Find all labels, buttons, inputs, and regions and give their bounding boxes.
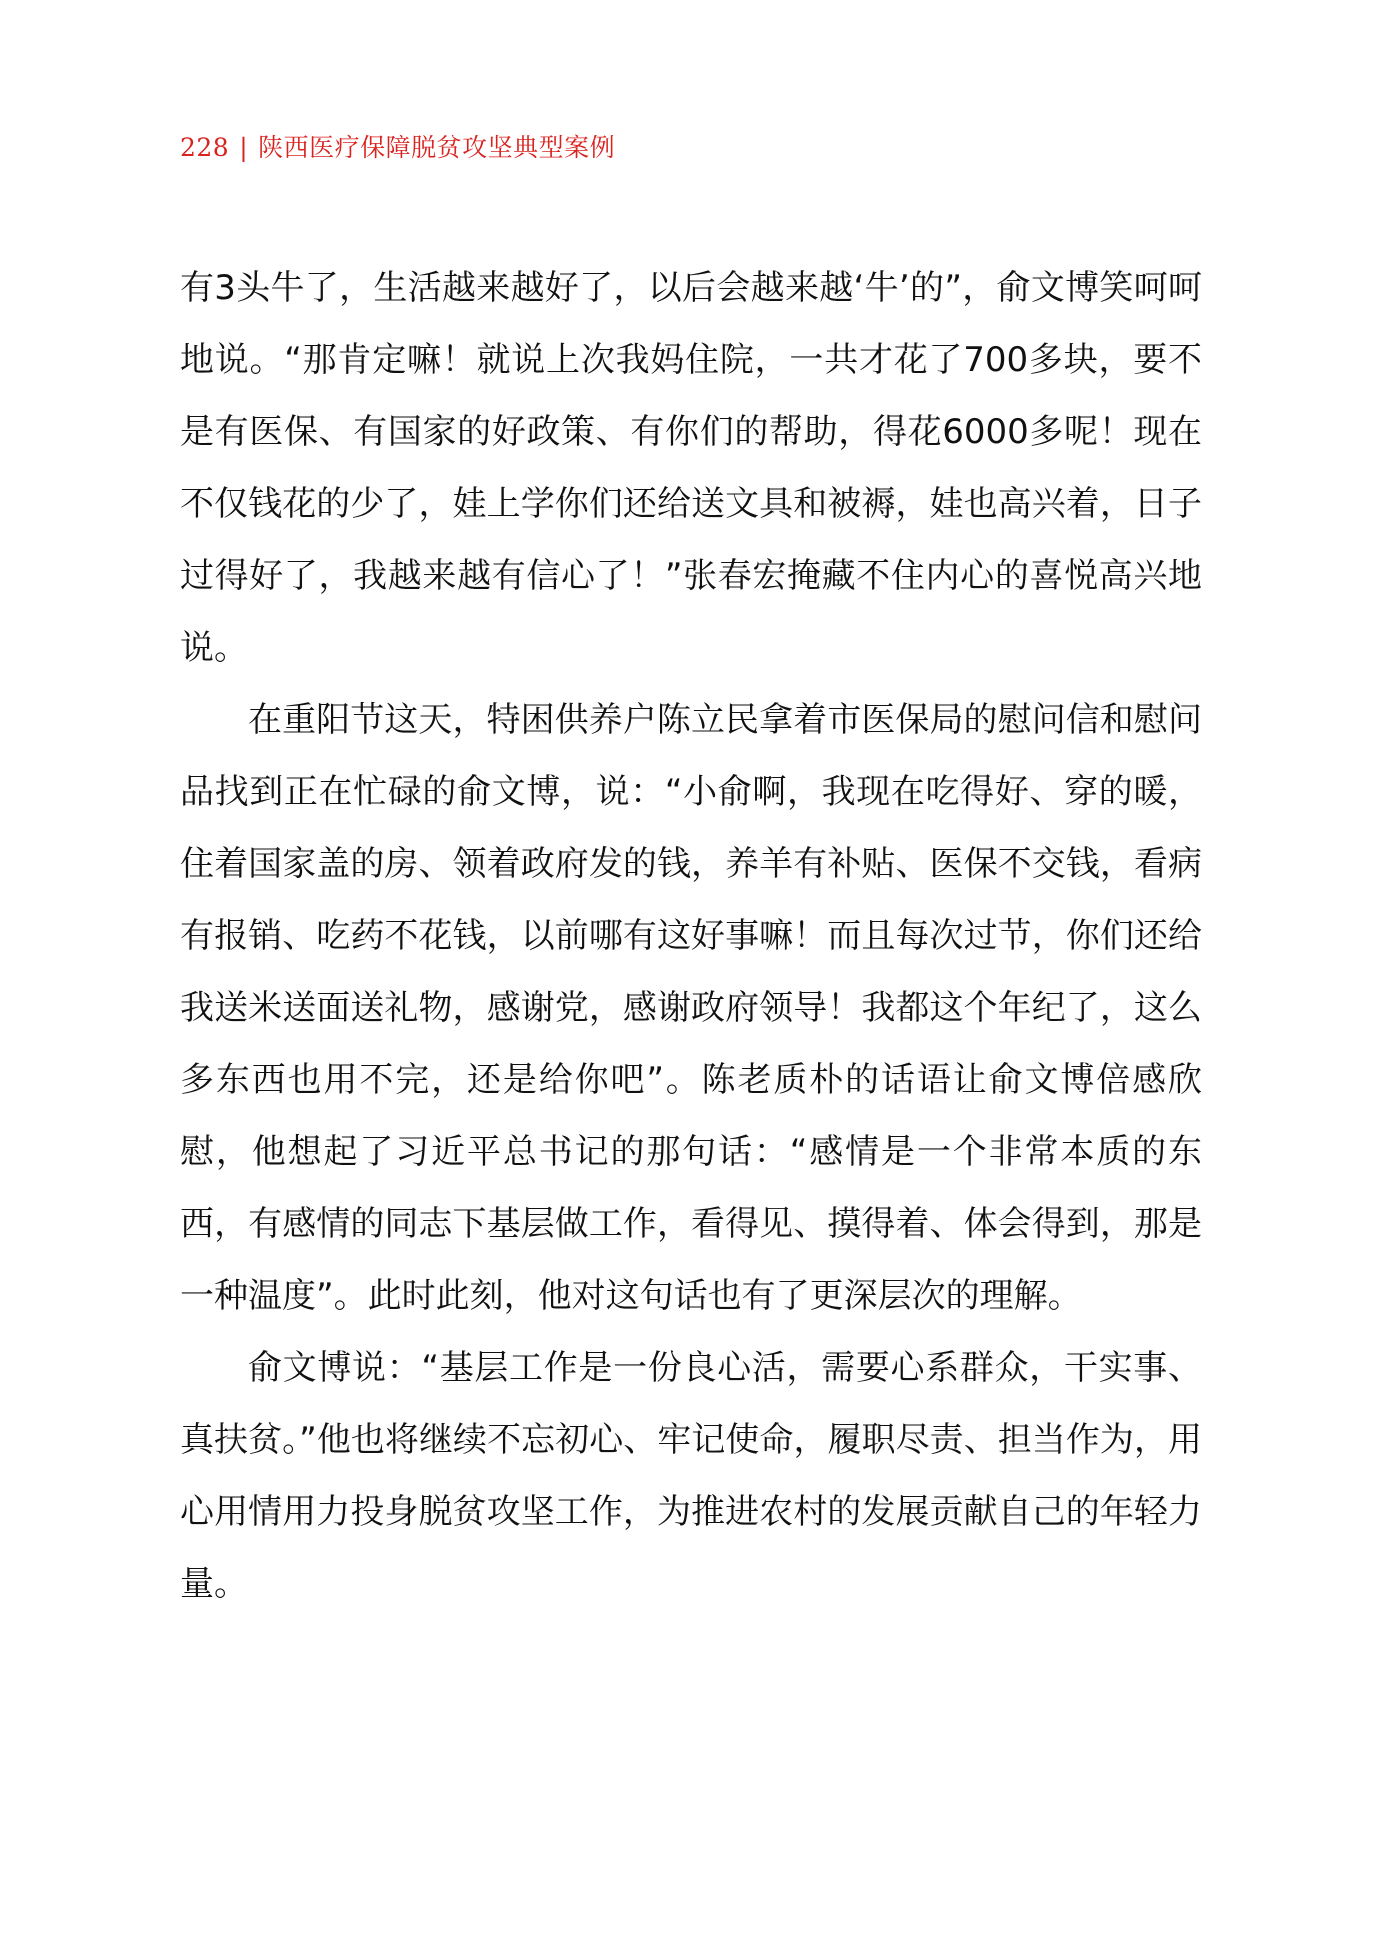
header-separator: | xyxy=(239,133,249,162)
paragraph: 在重阳节这天，特困供养户陈立民拿着市医保局的慰问信和慰问品找到正在忙碌的俞文博，说：“小俞啊，我现在吃得好、穿的暖，住着国家盖的房、领着政府发的钱，养羊有补贴、医保不交钱，看病有报销、吃药不花钱，以前哪有这好事嘛！而且每次过节，你们还给我送米送面送礼物，感谢党，感谢政府领导！我都这个年纪了，这么多东西也用不完，还是给你吧”。陈老质朴的话语让俞文博倍感欣慰，他想起了习近平总书记的那句话：“感情是一个非常本质的东西，有感情的同志下基层做工作，看得见、摸得着、体会得到，那是一种温度”。此时此刻，他对这句话也有了更深层次的理解。 xyxy=(180,700,1202,1316)
paragraph: 俞文博说：“基层工作是一份良心活，需要心系群众，干实事、真扶贫。”他也将继续不忘初心、牢记使命，履职尽责、担当作为，用心用情用力投身脱贫攻坚工作，为推进农村的发展贡献自己的年轻力量。 xyxy=(180,1348,1202,1604)
book-title: 陕西医疗保障脱贫攻坚典型案例 xyxy=(258,133,616,162)
paragraph-continued: 有3头牛了，生活越来越好了，以后会越来越‘牛’的”，俞文博笑呵呵地说。“那肯定嘛！就说上次我妈住院，一共才花了700多块，要不是有医保、有国家的好政策、有你们的帮助，得花6000多呢！现在不仅钱花的少了，娃上学你们还给送文具和被褥，娃也高兴着，日子过得好了，我越来越有信心了！”张春宏掩藏不住内心的喜悦高兴地说。 xyxy=(180,268,1202,668)
page-number: 228 xyxy=(180,133,230,162)
body-text xyxy=(180,252,1202,1620)
running-header xyxy=(180,128,615,164)
